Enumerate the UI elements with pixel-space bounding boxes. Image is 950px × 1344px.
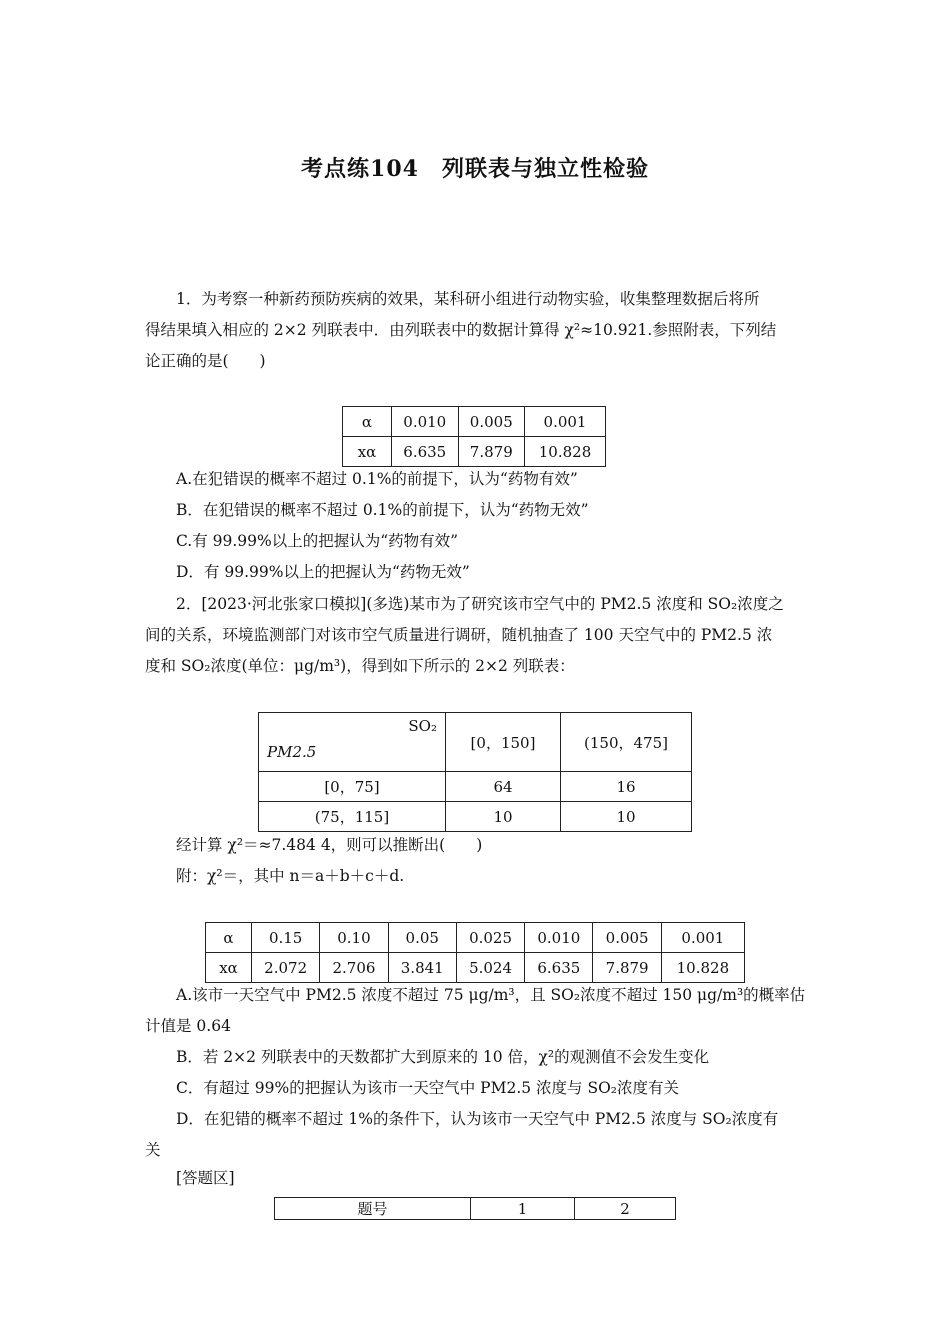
q2-table-alpha-cell: 0.025: [456, 923, 524, 953]
q2-table-x-cell: 7.879: [593, 953, 661, 983]
q2-table-alpha-label: α: [206, 923, 252, 953]
q2-note-line: 附：χ²＝，其中 n＝a＋b＋c＋d.: [176, 867, 405, 885]
q2-table-alpha-cell: 0.005: [593, 923, 661, 953]
q1-option-a: A.在犯错误的概率不超过 0.1%的前提下，认为“药物有效”: [176, 470, 578, 488]
q2-row-label: (75，115]: [259, 802, 446, 832]
q2-calc-line: 经计算 χ²＝≈7.484 4，则可以推断出( ): [176, 836, 483, 854]
q1-table-alpha-label: α: [343, 407, 392, 437]
answer-table: [274, 1197, 676, 1220]
q1-table-alpha-cell: 0.001: [525, 407, 606, 437]
q1-stem-line3: 论正确的是( ): [145, 352, 266, 370]
q1-option-b: B．在犯错误的概率不超过 0.1%的前提下，认为“药物无效”: [176, 501, 589, 519]
q1-table-x-cell: 7.879: [458, 437, 525, 467]
q2-contingency-table: [258, 712, 692, 832]
answer-header-cell: 1: [471, 1198, 575, 1220]
q2-critical-table: [205, 922, 745, 983]
q2-table-alpha-cell: 0.05: [388, 923, 456, 953]
q2-stem-line2: 间的关系，环境监测部门对该市空气质量进行调研，随机抽查了 100 天空气中的 PM2.5 浓: [145, 626, 773, 644]
q2-table-x-cell: 3.841: [388, 953, 456, 983]
q2-count-cell: 10: [446, 802, 561, 832]
q2-table-alpha-cell: 0.001: [661, 923, 744, 953]
answer-area-label: [答题区]: [176, 1169, 235, 1187]
q2-corner-cell: [259, 713, 446, 772]
q1-option-d: D．有 99.99%以上的把握认为“药物无效”: [176, 563, 470, 581]
q2-stem-line1: 2．[2023·河北张家口模拟](多选)某市为了研究该市空气中的 PM2.5 浓度和 SO₂浓度之: [176, 595, 784, 613]
q2-option-a-line2: 计值是 0.64: [145, 1017, 231, 1035]
q1-table-x-cell: 10.828: [525, 437, 606, 467]
q2-option-c: C．有超过 99%的把握认为该市一天空气中 PM2.5 浓度与 SO₂浓度有关: [176, 1079, 680, 1097]
q2-table-x-cell: 2.706: [320, 953, 388, 983]
q2-table-x-cell: 5.024: [456, 953, 524, 983]
q1-table-x-label: xα: [343, 437, 392, 467]
q2-option-d-line2: 关: [145, 1141, 161, 1159]
q1-option-c: C.有 99.99%以上的把握认为“药物有效”: [176, 532, 459, 550]
q2-option-a-line1: A.该市一天空气中 PM2.5 浓度不超过 75 μg/m³，且 SO₂浓度不超过 150 μg/m³的概率估: [176, 986, 806, 1004]
q2-stem-line3: 度和 SO₂浓度(单位：μg/m³)，得到如下所示的 2×2 列联表：: [145, 657, 575, 675]
answer-header-cell: 2: [575, 1198, 676, 1220]
q2-option-d-line1: D．在犯错的概率不超过 1%的条件下，认为该市一天空气中 PM2.5 浓度与 SO₂浓度有: [176, 1110, 779, 1128]
q1-table-alpha-cell: 0.005: [458, 407, 525, 437]
page-title: 考点练104 列联表与独立性检验: [301, 156, 649, 182]
q1-table-alpha-cell: 0.010: [392, 407, 459, 437]
q2-table-alpha-cell: 0.15: [252, 923, 320, 953]
q2-header-row-label: PM2.5: [267, 743, 317, 761]
q2-table-x-cell: 2.072: [252, 953, 320, 983]
q2-option-b: B．若 2×2 列联表中的天数都扩大到原来的 10 倍，χ²的观测值不会发生变化: [176, 1048, 710, 1066]
q2-count-cell: 64: [446, 772, 561, 802]
q2-count-cell: 16: [561, 772, 692, 802]
q2-table-x-label: xα: [206, 953, 252, 983]
q2-table-alpha-cell: 0.10: [320, 923, 388, 953]
q2-col-label: (150，475]: [561, 713, 692, 772]
q2-table-alpha-cell: 0.010: [525, 923, 593, 953]
q2-col-label: [0，150]: [446, 713, 561, 772]
q1-stem-line1: 1．为考察一种新药预防疾病的效果，某科研小组进行动物实验，收集整理数据后将所: [176, 290, 760, 308]
q1-critical-table: [342, 406, 606, 467]
q1-table-x-cell: 6.635: [392, 437, 459, 467]
q2-header-col-label: SO₂: [408, 717, 437, 735]
q2-row-label: [0，75]: [259, 772, 446, 802]
q2-table-x-cell: 6.635: [525, 953, 593, 983]
q2-count-cell: 10: [561, 802, 692, 832]
q1-stem-line2: 得结果填入相应的 2×2 列联表中．由列联表中的数据计算得 χ²≈10.921.参照附表，下列结: [145, 321, 777, 339]
q2-table-x-cell: 10.828: [661, 953, 744, 983]
answer-header-cell: 题号: [275, 1198, 471, 1220]
